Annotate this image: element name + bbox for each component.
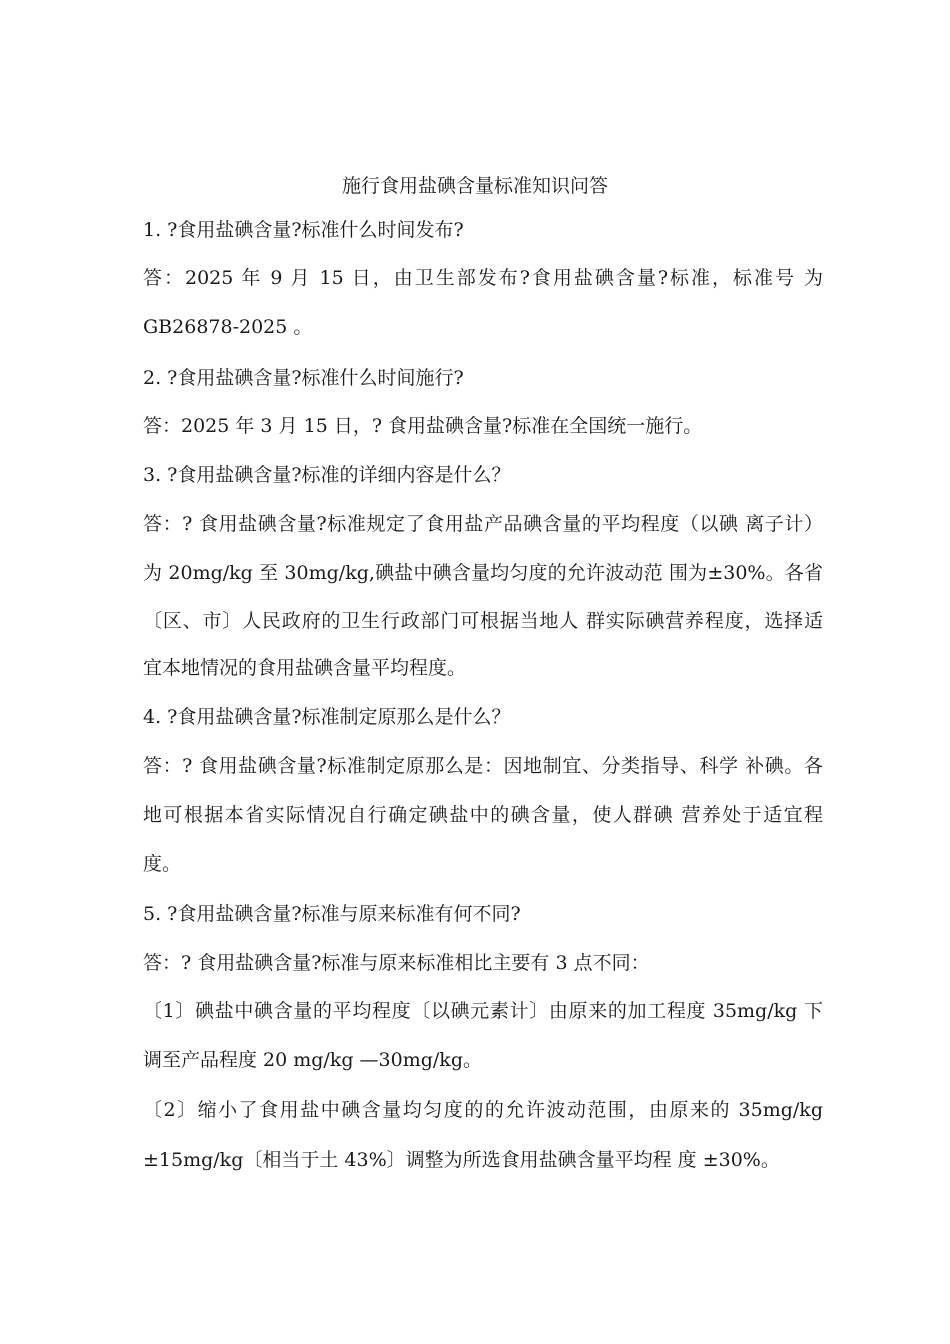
answer-line: 度。 <box>143 853 182 875</box>
answer-line: 答：? 食用盐碘含量?标准与原来标准相比主要有 3 点不同： <box>143 952 650 974</box>
answer-line: 答：? 食用盐碘含量?标准规定了食用盐产品碘含量的平均程度（以碘 离子计） <box>143 513 823 535</box>
question-line: 2. ?食用盐碘含量?标准什么时间施行? <box>143 367 464 389</box>
question-line: 3. ?食用盐碘含量?标准的详细内容是什么？ <box>143 464 511 486</box>
answer-line: ±15mg/kg〔相当于土 43%〕调整为所选食用盐碘含量平均程 度 ±30%。 <box>143 1149 780 1171</box>
question-line: 1. ?食用盐碘含量?标准什么时间发布? <box>143 219 464 241</box>
answer-line: 答：? 食用盐碘含量?标准制定原那么是：因地制宜、分类指导、科学 补碘。各 <box>143 755 823 777</box>
answer-line: 〔区、市〕人民政府的卫生行政部门可根据当地人 群实际碘营养程度，选择适 <box>143 610 823 632</box>
answer-line: 〔2〕缩小了食用盐中碘含量均匀度的的允许波动范围，由原来的 35mg/kg <box>143 1099 823 1121</box>
answer-line: 地可根据本省实际情况自行确定碘盐中的碘含量，使人群碘 营养处于适宜程 <box>143 804 823 826</box>
question-line: 4. ?食用盐碘含量?标准制定原那么是什么？ <box>143 706 511 728</box>
answer-line: 调至产品程度 20 mg/kg —30mg/kg。 <box>143 1049 482 1071</box>
document-title: 施行食用盐碘含量标准知识问答 <box>341 175 608 197</box>
answer-line: 宜本地情况的食用盐碘含量平均程度。 <box>143 657 467 679</box>
answer-line: 〔1〕碘盐中碘含量的平均程度〔以碘元素计〕由原来的加工程度 35mg/kg 下 <box>143 1000 823 1022</box>
answer-line: 为 20mg/kg 至 30mg/kg,碘盐中碘含量均匀度的允许波动范 围为±30%。各省 <box>143 562 823 584</box>
answer-line: 答：2025 年 9 月 15 日，由卫生部发布?食用盐碘含量?标准，标准号 为 <box>143 267 823 289</box>
answer-line: 答：2025 年 3 月 15 日，? 食用盐碘含量?标准在全国统一施行。 <box>143 415 703 437</box>
answer-line: GB26878-2025 。 <box>143 316 313 338</box>
question-line: 5. ?食用盐碘含量?标准与原来标准有何不同? <box>143 903 521 925</box>
